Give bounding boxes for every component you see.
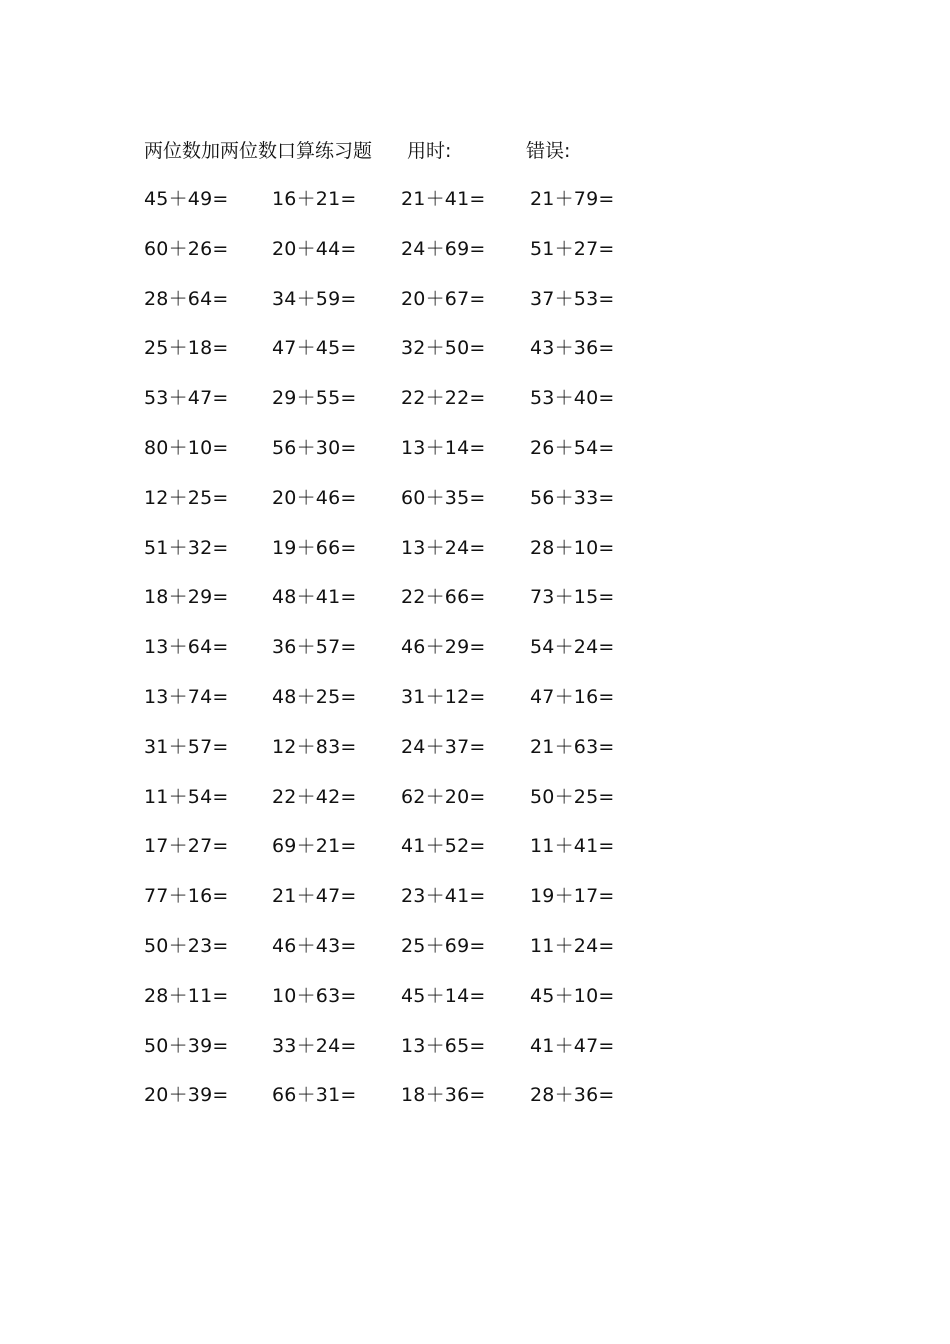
problem-row — [144, 732, 704, 782]
problem-item: 46＋43= — [272, 934, 357, 957]
problem-item: 23＋41= — [401, 885, 486, 908]
problem-item: 33＋24= — [272, 1034, 357, 1057]
problem-item: 20＋67= — [401, 287, 486, 310]
problem-item: 51＋27= — [530, 237, 615, 260]
problem-item: 25＋18= — [144, 337, 229, 360]
problem-item: 60＋26= — [144, 237, 229, 260]
problem-row — [144, 831, 704, 881]
problem-item: 28＋36= — [530, 1084, 615, 1107]
problem-item: 12＋25= — [144, 486, 229, 509]
problem-row — [144, 782, 704, 832]
problem-item: 73＋15= — [530, 586, 615, 609]
problem-row — [144, 1031, 704, 1081]
problem-item: 21＋41= — [401, 188, 486, 210]
problem-item: 41＋47= — [530, 1034, 615, 1057]
problem-row — [144, 682, 704, 732]
problem-item: 19＋66= — [272, 536, 357, 559]
problem-item: 18＋29= — [144, 586, 229, 609]
worksheet-header — [144, 136, 764, 166]
problem-item: 28＋11= — [144, 984, 229, 1007]
problem-item: 26＋54= — [530, 436, 615, 459]
problem-item: 50＋23= — [144, 934, 229, 957]
problem-row — [144, 1080, 704, 1130]
problem-row — [144, 632, 704, 682]
problem-item: 47＋45= — [272, 337, 357, 360]
problem-item: 56＋33= — [530, 486, 615, 509]
problem-item: 20＋44= — [272, 237, 357, 260]
problem-item: 37＋53= — [530, 287, 615, 310]
problem-item: 48＋25= — [272, 685, 357, 708]
problem-item: 28＋10= — [530, 536, 615, 559]
problem-item: 43＋36= — [530, 337, 615, 360]
problem-item: 80＋10= — [144, 436, 229, 459]
problem-item: 48＋41= — [272, 586, 357, 609]
problem-item: 13＋14= — [401, 436, 486, 459]
problem-item: 77＋16= — [144, 885, 229, 908]
problem-item: 45＋49= — [144, 188, 229, 210]
problem-item: 41＋52= — [401, 835, 486, 858]
problem-item: 45＋14= — [401, 984, 486, 1007]
problem-item: 22＋22= — [401, 387, 486, 410]
problem-row — [144, 931, 704, 981]
errors-label: 错误: — [526, 140, 571, 162]
problem-item: 13＋24= — [401, 536, 486, 559]
problem-item: 13＋65= — [401, 1034, 486, 1057]
problem-item: 11＋24= — [530, 934, 615, 957]
problem-row — [144, 483, 704, 533]
problem-item: 22＋66= — [401, 586, 486, 609]
problem-row — [144, 582, 704, 632]
problem-item: 50＋39= — [144, 1034, 229, 1057]
problem-item: 29＋55= — [272, 387, 357, 410]
problem-item: 54＋24= — [530, 636, 615, 659]
problem-item: 21＋63= — [530, 735, 615, 758]
problem-row — [144, 433, 704, 483]
problem-item: 20＋39= — [144, 1084, 229, 1107]
time-used-label: 用时: — [407, 140, 452, 162]
problem-item: 60＋35= — [401, 486, 486, 509]
problem-item: 34＋59= — [272, 287, 357, 310]
problem-item: 69＋21= — [272, 835, 357, 858]
problem-item: 13＋64= — [144, 636, 229, 659]
problem-item: 53＋47= — [144, 387, 229, 410]
problem-item: 28＋64= — [144, 287, 229, 310]
problem-item: 51＋32= — [144, 536, 229, 559]
problem-item: 13＋74= — [144, 685, 229, 708]
problem-item: 21＋47= — [272, 885, 357, 908]
problem-item: 36＋57= — [272, 636, 357, 659]
problem-item: 46＋29= — [401, 636, 486, 659]
problem-row — [144, 333, 704, 383]
problem-item: 20＋46= — [272, 486, 357, 509]
problem-grid — [144, 184, 704, 1130]
worksheet-title: 两位数加两位数口算练习题 — [144, 140, 373, 162]
problem-item: 31＋12= — [401, 685, 486, 708]
problem-item: 25＋69= — [401, 934, 486, 957]
problem-row — [144, 184, 704, 234]
problem-row — [144, 383, 704, 433]
problem-item: 31＋57= — [144, 735, 229, 758]
problem-item: 24＋69= — [401, 237, 486, 260]
problem-item: 11＋41= — [530, 835, 615, 858]
problem-row — [144, 234, 704, 284]
problem-item: 24＋37= — [401, 735, 486, 758]
problem-item: 21＋79= — [530, 188, 615, 210]
problem-item: 50＋25= — [530, 785, 615, 808]
problem-item: 32＋50= — [401, 337, 486, 360]
problem-item: 45＋10= — [530, 984, 615, 1007]
problem-item: 66＋31= — [272, 1084, 357, 1107]
problem-item: 10＋63= — [272, 984, 357, 1007]
problem-item: 62＋20= — [401, 785, 486, 808]
problem-row — [144, 981, 704, 1031]
problem-row — [144, 284, 704, 334]
problem-row — [144, 881, 704, 931]
problem-item: 18＋36= — [401, 1084, 486, 1107]
problem-item: 53＋40= — [530, 387, 615, 410]
problem-item: 47＋16= — [530, 685, 615, 708]
problem-row — [144, 533, 704, 583]
problem-item: 22＋42= — [272, 785, 357, 808]
problem-item: 12＋83= — [272, 735, 357, 758]
problem-item: 19＋17= — [530, 885, 615, 908]
problem-item: 16＋21= — [272, 188, 357, 210]
problem-item: 17＋27= — [144, 835, 229, 858]
problem-item: 11＋54= — [144, 785, 229, 808]
problem-item: 56＋30= — [272, 436, 357, 459]
